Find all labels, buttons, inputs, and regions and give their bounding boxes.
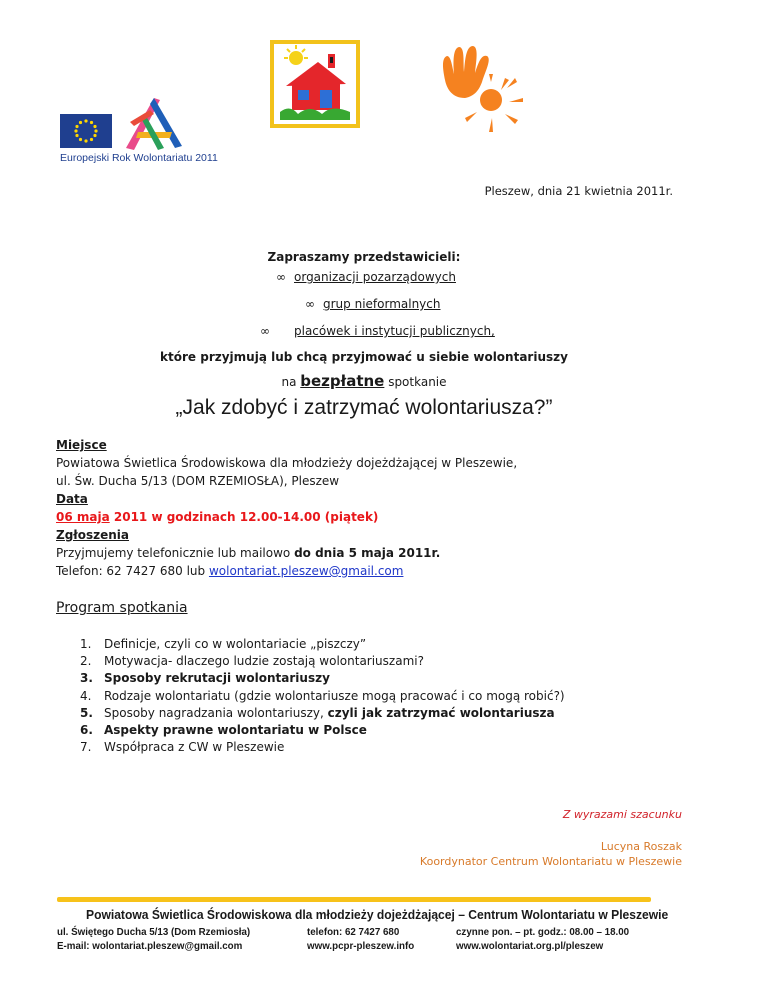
invite-item: ∞ placówek i instytucji publicznych,: [260, 324, 495, 338]
registration-line-1: Przyjmujemy telefonicznie lub mailowo do dnia 5 maja 2011r.: [56, 546, 441, 560]
footer-hours-column: [456, 925, 629, 953]
place-line-1: Powiatowa Świetlica Środowiskowa dla młodzieży dojeżdżającej w Pleszewie,: [56, 456, 518, 470]
program-item: 1. Definicje, czyli co w wolontariacie „piszczy”: [80, 637, 367, 651]
date-value: 06 maja 2011 w godzinach 12.00-14.00 (piątek): [56, 510, 379, 524]
invite-item: ∞ grup nieformalnych: [305, 297, 441, 311]
footer-address-column: [57, 925, 250, 953]
program-item: 3. Sposoby rekrutacji wolontariuszy: [80, 671, 330, 686]
program-item: 5. Sposoby nagradzania wolontariuszy, czyli jak zatrzymać wolontariusza: [80, 705, 555, 720]
infinity-bullet-icon: ∞: [305, 297, 315, 311]
eu-logo-caption: Europejski Rok Wolontariatu 2011: [60, 152, 218, 164]
invite-audience: które przyjmują lub chcą przyjmować u siebie wolontariuszy: [160, 350, 568, 364]
signature-name: Lucyna Roszak: [600, 840, 682, 853]
footer-divider: [57, 897, 651, 902]
footer-address: ul. Świętego Ducha 5/13 (Dom Rzemiosła): [57, 926, 251, 938]
eu-flag-icon: [60, 114, 112, 148]
footer-title: Powiatowa Świetlica Środowiskowa dla młodzieży dojeżdżającej – Centrum Wolontariatu w Pleszewie: [86, 907, 669, 922]
registration-label: Zgłoszenia: [56, 528, 130, 542]
footer-email[interactable]: E-mail: wolontariat.pleszew@gmail.com: [57, 940, 243, 952]
footer-phone: telefon: 62 7427 680: [307, 926, 400, 938]
free-emphasis: bezpłatne: [300, 372, 385, 390]
infinity-bullet-icon: ∞: [260, 324, 270, 338]
place-section: [56, 436, 517, 580]
program-item: 7. Współpraca z CW w Pleszewie: [80, 740, 285, 755]
invite-item: ∞ organizacji pozarządowych: [276, 270, 456, 284]
registration-line-2: Telefon: 62 7427 680 lub wolontariat.pleszew@gmail.com: [56, 564, 404, 578]
footer-contact-column: [307, 925, 414, 953]
place-label: Miejsce: [56, 438, 107, 452]
invite-title: Zapraszamy przedstawicieli:: [267, 250, 461, 264]
infinity-bullet-icon: ∞: [276, 270, 286, 284]
volunteering-ribbon-icon: [120, 92, 190, 152]
program-item: 6. Aspekty prawne wolontariatu w Polsce: [80, 723, 367, 738]
sun-hand-logo: [435, 40, 535, 135]
signature-role: Koordynator Centrum Wolontariatu w Pleszewie: [419, 855, 682, 868]
program-item: 2. Motywacja- dlaczego ludzie zostają wolontariuszami?: [80, 654, 424, 669]
program-heading: Program spotkania: [56, 600, 188, 616]
footer-hours: czynne pon. – pt. godz.: 08.00 – 18.00: [456, 926, 630, 938]
meeting-title: „Jak zdobyć i zatrzymać wolontariusza?”: [175, 396, 553, 419]
program-item: 4. Rodzaje wolontariatu (gdzie wolontariusze mogą pracować i co mogą robić?): [80, 688, 565, 703]
footer-web-wolontariat[interactable]: www.wolontariat.org.pl/pleszew: [456, 940, 604, 952]
date-label: Data: [56, 492, 88, 506]
house-drawing-logo: [270, 40, 360, 128]
place-line-2: ul. Św. Ducha 5/13 (DOM RZEMIOSŁA), Pleszew: [56, 474, 340, 488]
place-and-date: Pleszew, dnia 21 kwietnia 2011r.: [484, 184, 673, 198]
closing-regards: Z wyrazami szacunku: [562, 808, 682, 821]
program-list: [56, 636, 565, 756]
free-meeting-line: na bezpłatne spotkanie: [281, 372, 447, 390]
eu-volunteering-year-logo: [60, 92, 230, 166]
email-link[interactable]: wolontariat.pleszew@gmail.com: [208, 564, 404, 578]
footer-web-pcpr[interactable]: www.pcpr-pleszew.info: [307, 940, 415, 952]
